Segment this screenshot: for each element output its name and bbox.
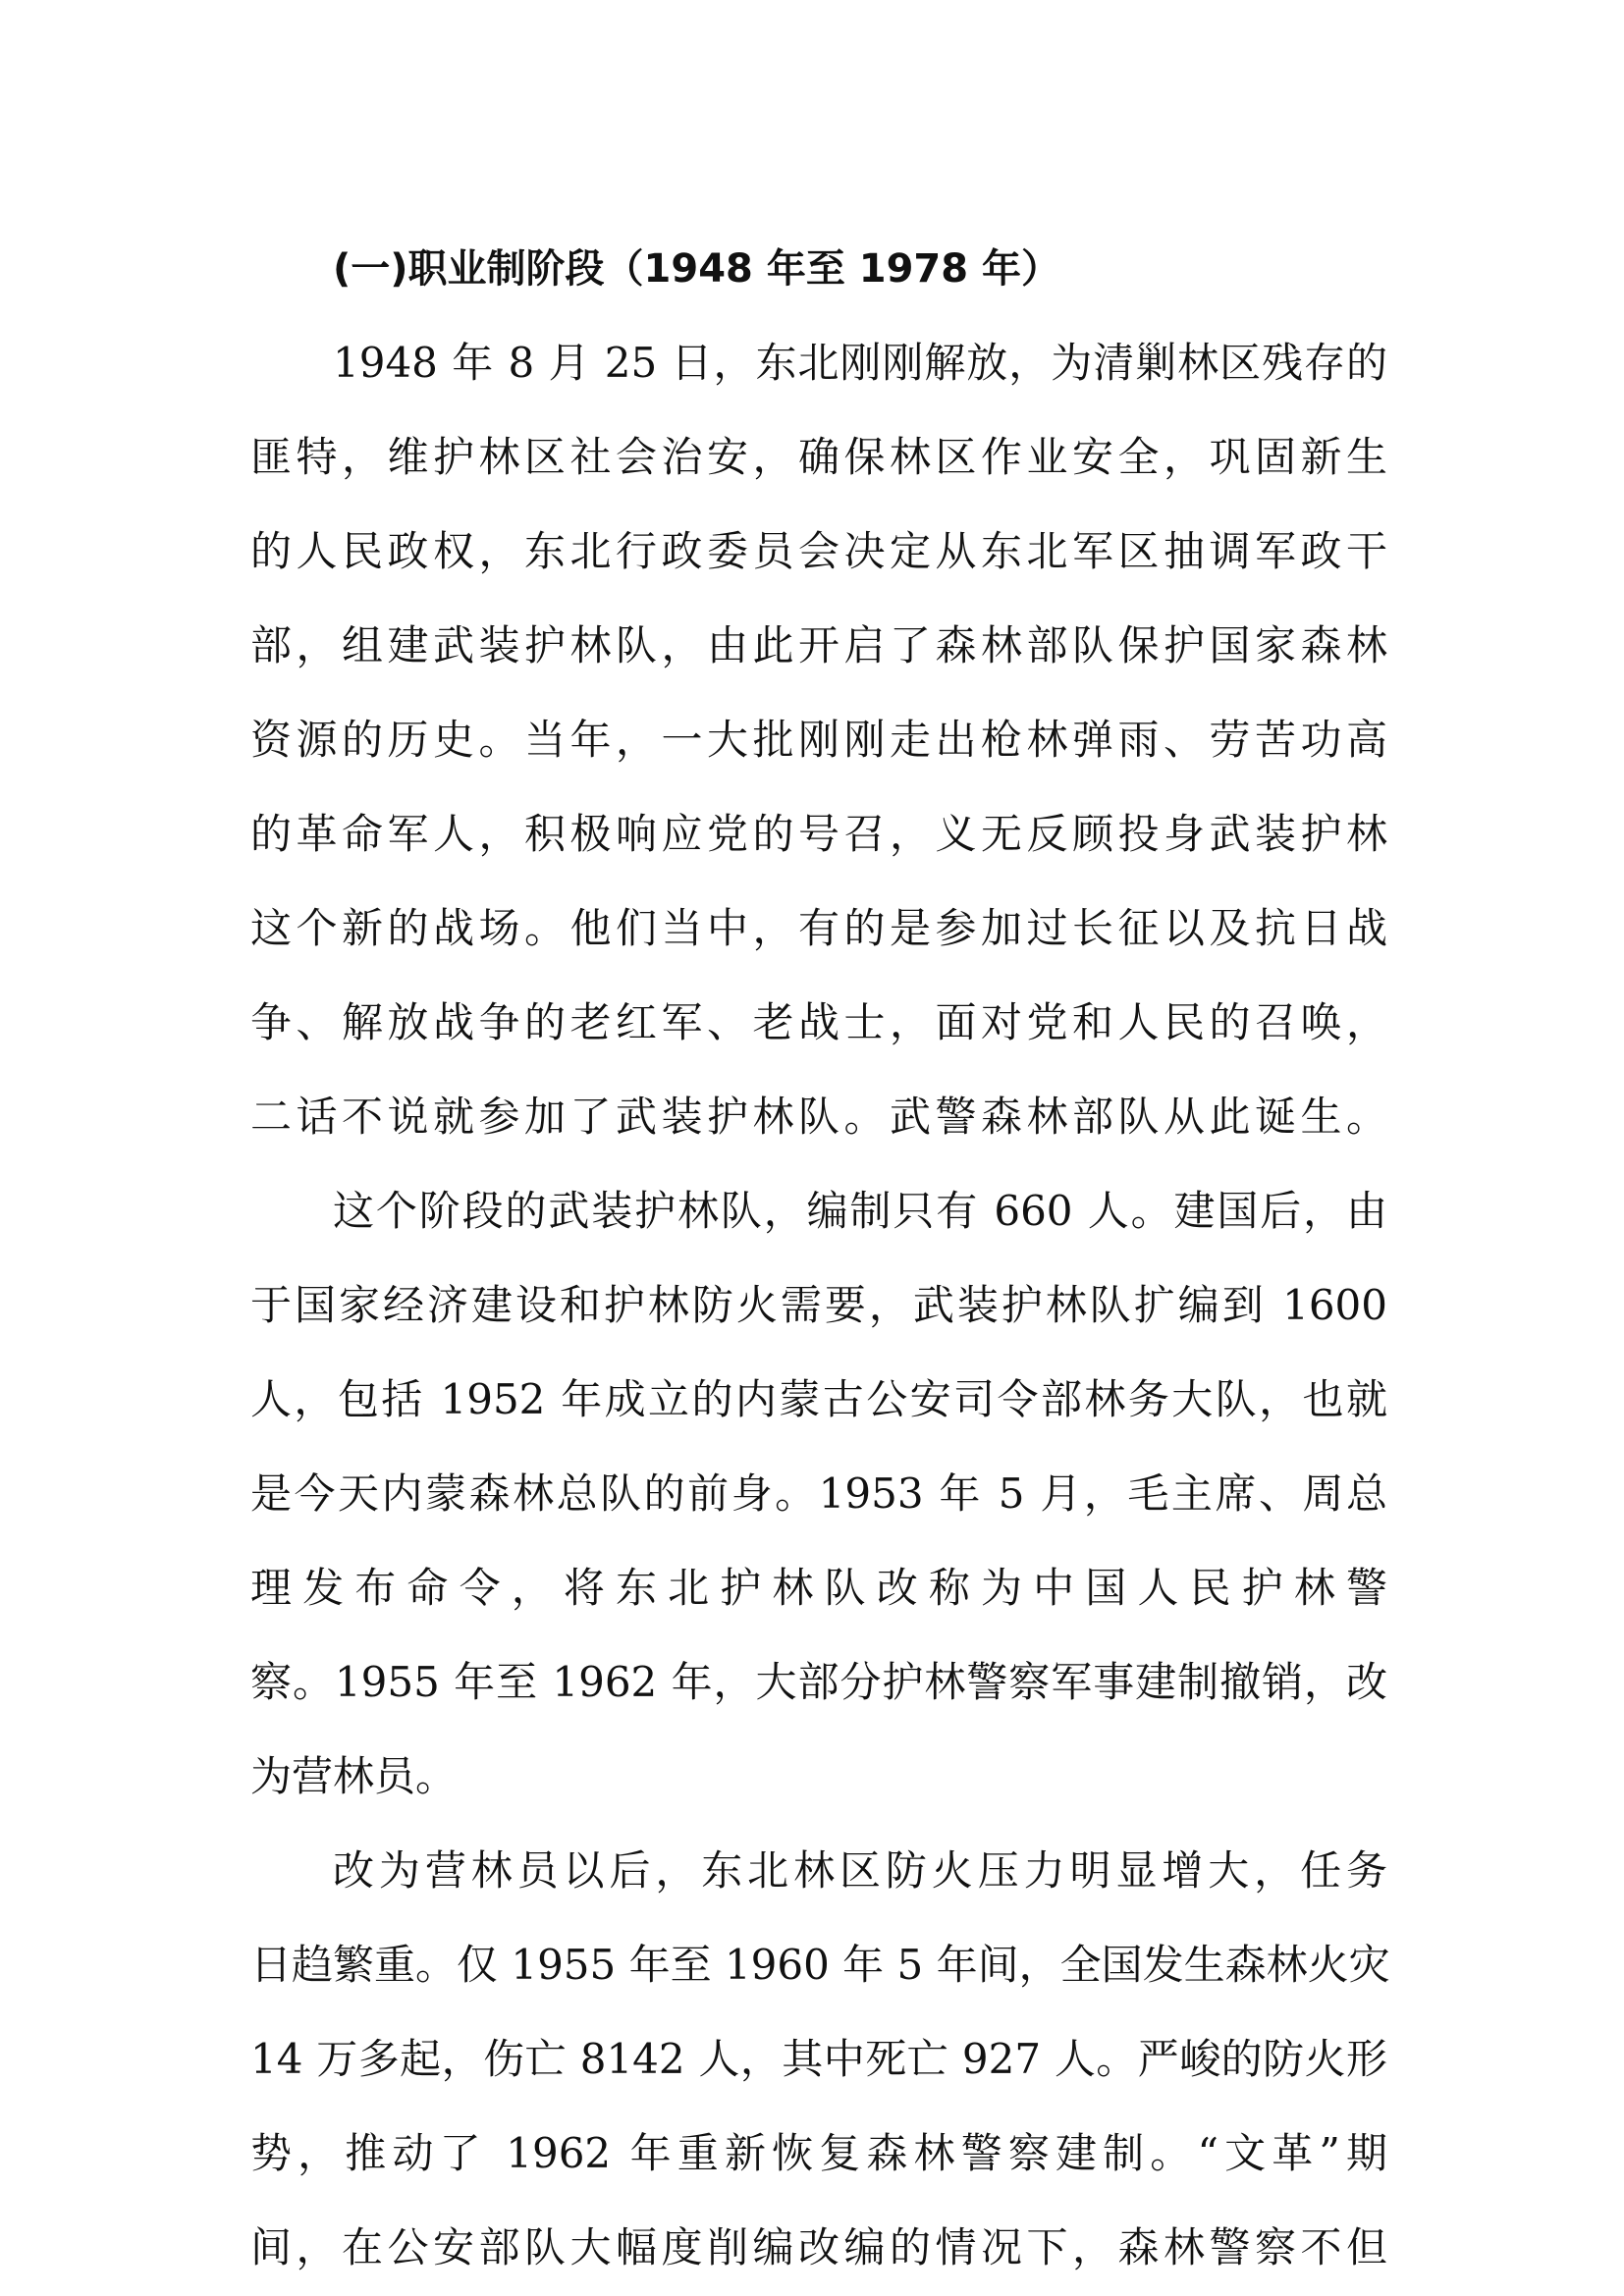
text-line: 这个阶段的武装护林队，编制只有 660 人。建国后，由 bbox=[333, 1187, 1387, 1235]
text-line: 为营林员。 bbox=[250, 1752, 458, 1800]
text-line: 1948 年 8 月 25 日，东北刚刚解放，为清剿林区残存的 bbox=[333, 339, 1387, 387]
text-line: 资源的历史。当年，一大批刚刚走出枪林弹雨、劳苦功高 bbox=[250, 716, 1387, 764]
text-line: 察。1955 年至 1962 年，大部分护林警察军事建制撤销，改 bbox=[250, 1658, 1387, 1706]
paragraph-3 bbox=[250, 1824, 1390, 2295]
paragraph-1 bbox=[250, 316, 1387, 1164]
text-line: 改为营林员以后，东北林区防火压力明显增大，任务 bbox=[333, 1846, 1387, 1895]
text-line: 的革命军人，积极响应党的号召，义无反顾投身武装护林 bbox=[250, 810, 1387, 858]
text-line: 理发布命令，将东北护林队改称为中国人民护林警 bbox=[250, 1564, 1387, 1612]
text-line: 于国家经济建设和护林防火需要，武装护林队扩编到 1600 bbox=[250, 1281, 1387, 1329]
text-line: 是今天内蒙森林总队的前身。1953 年 5 月，毛主席、周总 bbox=[250, 1469, 1387, 1518]
text-line: 间，在公安部队大幅度削编改编的情况下，森林警察不但 bbox=[250, 2223, 1387, 2271]
paragraph-2 bbox=[250, 1164, 1387, 1824]
text-line: 人，包括 1952 年成立的内蒙古公安司令部林务大队，也就 bbox=[250, 1375, 1387, 1423]
document-body bbox=[250, 222, 1390, 2295]
text-line: 二话不说就参加了武装护林队。武警森林部队从此诞生。 bbox=[250, 1093, 1387, 1141]
text-line: 这个新的战场。他们当中，有的是参加过长征以及抗日战 bbox=[250, 904, 1387, 952]
text-line: 势，推动了 1962 年重新恢复森林警察建制。“文革”期 bbox=[250, 2129, 1387, 2177]
text-line: 14 万多起，伤亡 8142 人，其中死亡 927 人。严峻的防火形 bbox=[250, 2035, 1387, 2083]
text-line: 的人民政权，东北行政委员会决定从东北军区抽调军政干 bbox=[250, 527, 1387, 575]
text-line: 部，组建武装护林队，由此开启了森林部队保护国家森林 bbox=[250, 621, 1387, 669]
text-line: 日趋繁重。仅 1955 年至 1960 年 5 年间，全国发生森林火灾 bbox=[250, 1941, 1390, 1989]
text-line: 争、解放战争的老红军、老战士，面对党和人民的召唤， bbox=[250, 998, 1387, 1046]
text-line: 匪特，维护林区社会治安，确保林区作业安全，巩固新生 bbox=[250, 433, 1387, 481]
section-heading: (一)职业制阶段（1948 年至 1978 年） bbox=[333, 246, 1060, 292]
